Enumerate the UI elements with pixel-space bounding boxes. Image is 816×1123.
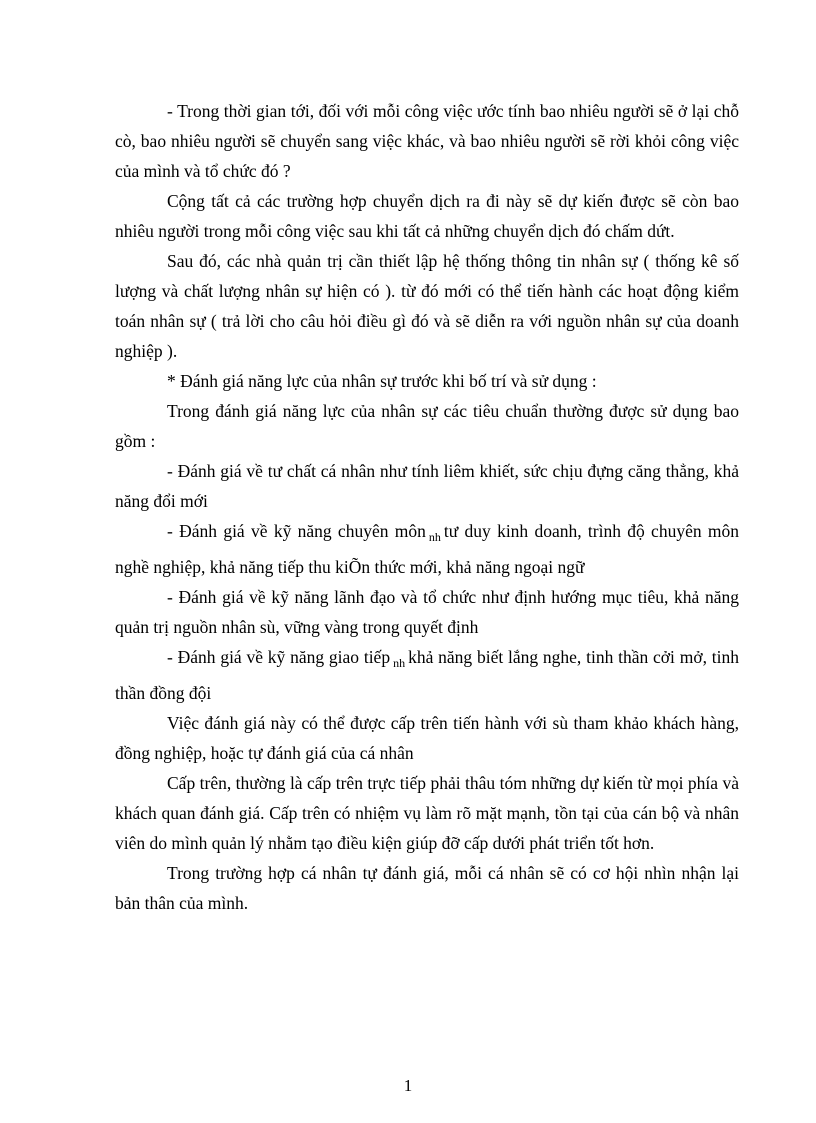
- paragraph: Cấp trên, thường là cấp trên trực tiếp phải thâu tóm những dự kiến từ mọi phía và khách quan đánh giá. Cấp trên có nhiệm vụ làm rõ mặt mạnh, tồn tại của cán bộ và nhân viên do mình quản lý nhằm tạo điều kiện giúp đỡ cấp dưới phát triển tốt hơn.: [115, 773, 739, 853]
- paragraph: Trong trường hợp cá nhân tự đánh giá, mỗi cá nhân sẽ có cơ hội nhìn nhận lại bản thân của mình.: [115, 863, 739, 913]
- paragraph-text: tư duy kinh doanh, trình độ chuyên môn nghề nghiệp, khả năng tiếp thu kiÕn thức mới, khả năng ngoại ngữ: [115, 521, 739, 577]
- paragraph: [115, 516, 739, 582]
- page-number: 1: [403, 1076, 413, 1095]
- paragraph-text: - Đánh giá về kỹ năng chuyên môn: [167, 521, 426, 541]
- paragraph-text: - Đánh giá về kỹ năng giao tiếp: [167, 647, 391, 667]
- paragraph: [115, 642, 739, 708]
- paragraph: Việc đánh giá này có thể được cấp trên tiến hành với sù tham khảo khách hàng, đồng nghiệp, hoặc tự đánh giá của cá nhân: [115, 713, 739, 763]
- paragraph-text: khả năng biết lắng nghe, tinh thần cởi mở, tinh thần đồng đội: [115, 647, 739, 703]
- paragraph: - Đánh giá về tư chất cá nhân như tính liêm khiết, sức chịu đựng căng thẳng, khả năng đổi mới: [115, 461, 739, 511]
- paragraph: - Đánh giá về kỹ năng lãnh đạo và tổ chức như định hướng mục tiêu, khả năng quản trị nguồn nhân sù, vững vàng trong quyết định: [115, 587, 739, 637]
- subscript-text: nh: [428, 530, 441, 544]
- paragraph: Sau đó, các nhà quản trị cần thiết lập hệ thống thông tin nhân sự ( thống kê số lượng và chất lượng nhân sự hiện có ). từ đó mới có thể tiến hành các hoạt động kiểm toán nhân sự ( trả lời cho câu hỏi điều gì đó và sẽ diễn ra với nguồn nhân sự của doanh nghiệp ).: [115, 251, 739, 361]
- document-body: [115, 96, 739, 918]
- paragraph: Trong đánh giá năng lực của nhân sự các tiêu chuẩn thường được sử dụng bao gồm :: [115, 401, 739, 451]
- subscript-text: nh: [393, 656, 406, 670]
- paragraph: - Trong thời gian tới, đối với mỗi công việc ước tính bao nhiêu người sẽ ở lại chỗ cò, bao nhiêu người sẽ chuyển sang việc khác, và bao nhiêu người sẽ rời khỏi công việc của mình và tổ chức đó ?: [115, 101, 739, 181]
- paragraph: Cộng tất cả các trường hợp chuyển dịch ra đi này sẽ dự kiến được sẽ còn bao nhiêu người trong mỗi công việc sau khi tất cả những chuyển dịch đó chấm dứt.: [115, 191, 739, 241]
- section-heading: * Đánh giá năng lực của nhân sự trước khi bố trí và sử dụng :: [167, 371, 597, 391]
